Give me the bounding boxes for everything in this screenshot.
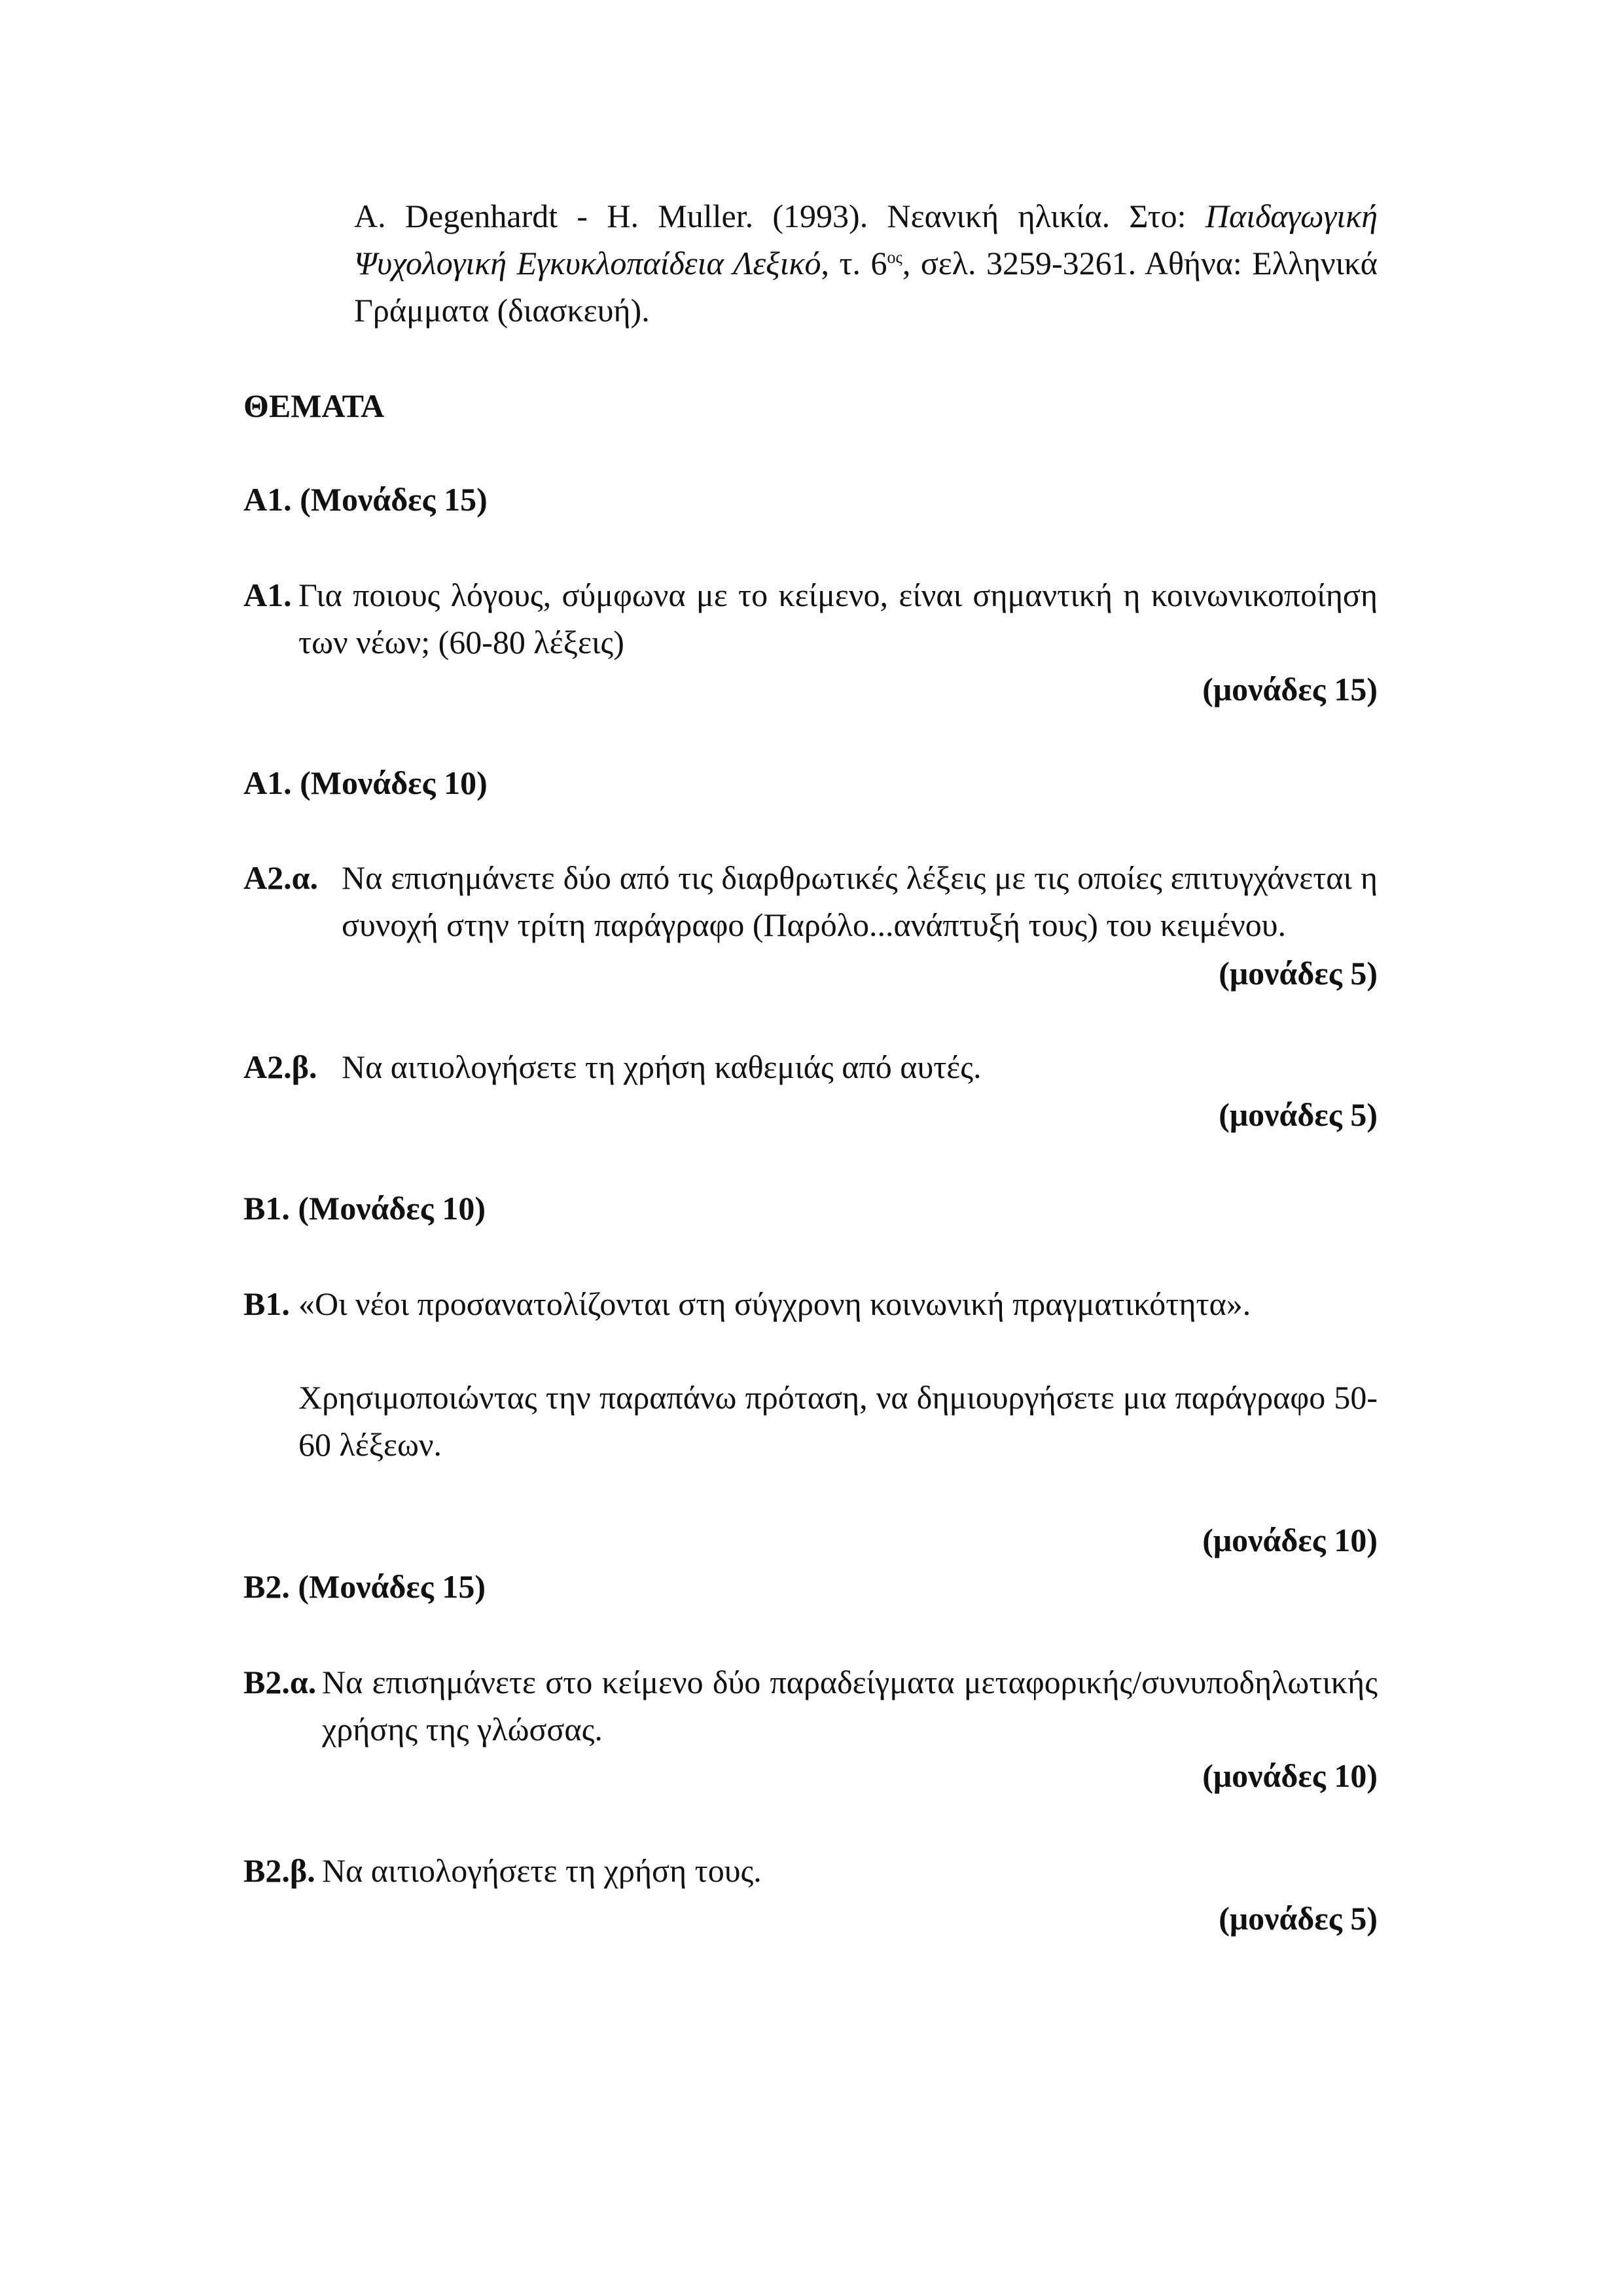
question-text-a2a: Να επισημάνετε δύο από τις διαρθρωτικές λέξεις με τις οποίες επιτυγχάνεται η συνοχή στην τρίτη παράγραφο (Παρόλο...ανάπτυξή τους) του κειμένου.: [342, 859, 1378, 943]
question-label-a2b: Α2.β.: [243, 1049, 317, 1085]
question-label-a1: Α1.: [243, 577, 292, 613]
question-instruction-b1: Χρησιμοποιώντας την παραπάνω πρόταση, να δημιουργήσετε μια παράγραφο 50-60 λέξεων.: [298, 1379, 1378, 1463]
question-label-a2a: Α2.α.: [243, 859, 319, 896]
reference-authors: A. Degenhardt - H. Muller. (1993). Νεανική ηλικία. Στο:: [354, 198, 1205, 234]
question-quote-b1: «Οι νέοι προσανατολίζονται στη σύγχρονη κοινωνική πραγματικότητα».: [298, 1285, 1251, 1322]
section-header-b2: Β2. (Μονάδες 15): [243, 1568, 486, 1605]
reference-rest: , σελ. 3259-3261. Αθήνα: Ελληνικά Γράμματα (διασκευή).: [354, 245, 1378, 329]
question-label-b2b: Β2.β.: [243, 1852, 315, 1889]
reference-volume: , τ. 6: [821, 245, 887, 281]
question-label-b1: Β1.: [243, 1285, 290, 1322]
points-a1: (μονάδες 15): [1202, 671, 1378, 708]
section-header-b1: Β1. (Μονάδες 10): [243, 1190, 486, 1227]
question-text-b2b: Να αιτιολογήσετε τη χρήση τους.: [322, 1852, 762, 1889]
question-text-a1: Για ποιους λόγους, σύμφωνα με το κείμενο, είναι σημαντική η κοινωνικοποίηση των νέων; (60-80 λέξεις): [298, 577, 1378, 660]
points-b2b: (μονάδες 5): [1219, 1900, 1378, 1937]
question-label-b2a: Β2.α.: [243, 1664, 317, 1700]
question-text-a2b: Να αιτιολογήσετε τη χρήση καθεμιάς από αυτές.: [342, 1049, 982, 1085]
points-a2b: (μονάδες 5): [1219, 1096, 1378, 1133]
reference-citation: [354, 192, 1378, 334]
question-text-b2a: Να επισημάνετε στο κείμενο δύο παραδείγματα μεταφορικής/συνυποδηλωτικής χρήσης της γλώσσας.: [322, 1664, 1378, 1748]
points-a2a: (μονάδες 5): [1219, 955, 1378, 992]
section-header-a1: Α1. (Μονάδες 15): [243, 481, 488, 518]
points-b2a: (μονάδες 10): [1202, 1757, 1378, 1794]
reference-title: Παιδαγωγική Ψυχολογική Εγκυκλοπαίδεια Λεξικό: [354, 198, 1378, 281]
exam-heading: ΘΕΜΑΤΑ: [243, 387, 385, 424]
reference-volume-suffix: ος: [887, 247, 902, 267]
section-header-a2: Α1. (Μονάδες 10): [243, 764, 488, 801]
points-b1: (μονάδες 10): [1202, 1522, 1378, 1558]
